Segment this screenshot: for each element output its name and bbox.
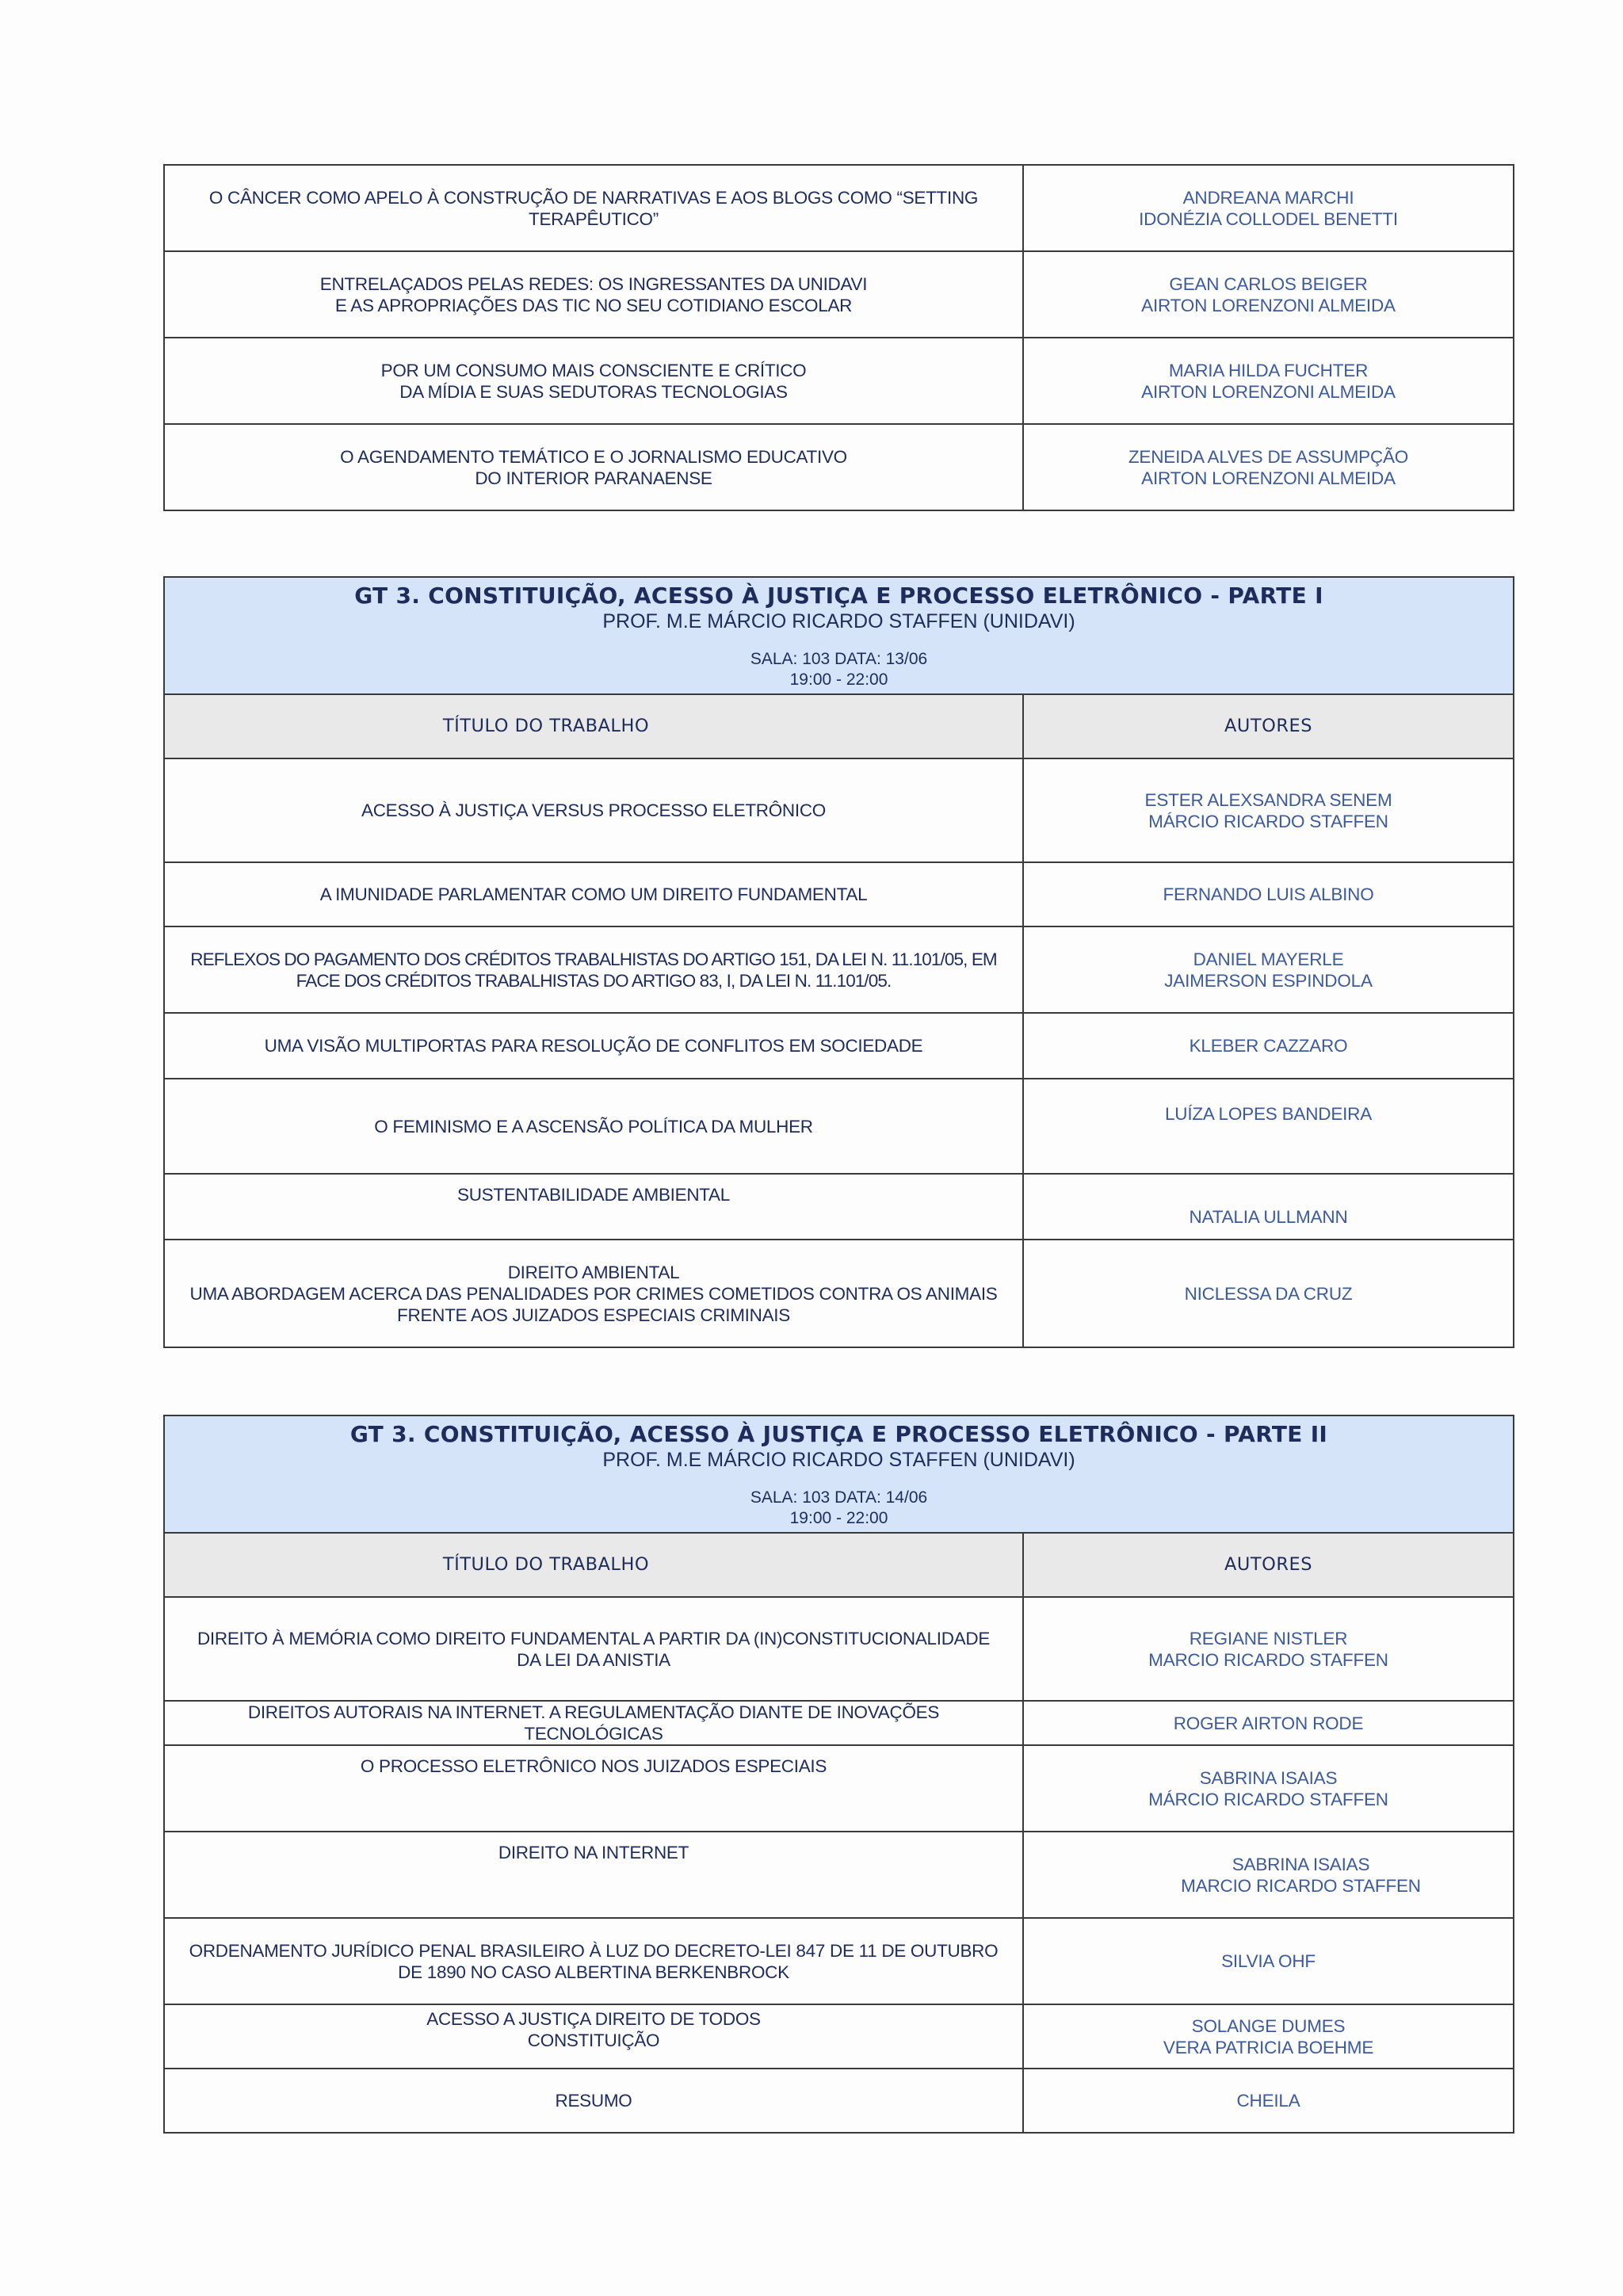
authors-cell: SILVIA OHF — [1023, 1918, 1514, 2004]
session-header — [164, 1415, 1514, 1533]
authors-cell: FERNANDO LUIS ALBINO — [1023, 862, 1514, 926]
column-header-title: TÍTULO DO TRABALHO — [164, 694, 1023, 758]
table-row — [164, 165, 1514, 251]
paper-title-cell: O CÂNCER COMO APELO À CONSTRUÇÃO DE NARRATIVAS E AOS BLOGS COMO “SETTING TERAPÊUTICO” — [164, 165, 1023, 251]
table-row — [164, 1832, 1514, 1918]
column-header-title: TÍTULO DO TRABALHO — [164, 1533, 1023, 1597]
paper-title-cell: POR UM CONSUMO MAIS CONSCIENTE E CRÍTICO DA MÍDIA E SUAS SEDUTORAS TECNOLOGIAS — [164, 338, 1023, 424]
table-row — [164, 1745, 1514, 1832]
paper-title-cell: SUSTENTABILIDADE AMBIENTAL — [164, 1174, 1023, 1240]
session-table-parte-2 — [163, 1415, 1514, 2134]
paper-title-cell: O PROCESSO ELETRÔNICO NOS JUIZADOS ESPECIAIS — [164, 1745, 1023, 1832]
column-header-row — [164, 694, 1514, 758]
paper-title-cell: REFLEXOS DO PAGAMENTO DOS CRÉDITOS TRABALHISTAS DO ARTIGO 151, DA LEI N. 11.101/05, EM FACE DOS CRÉDITOS TRABALHISTAS DO ARTIGO 83, I, DA LEI N. 11.101/05. — [164, 926, 1023, 1013]
paper-title-cell: UMA VISÃO MULTIPORTAS PARA RESOLUÇÃO DE CONFLITOS EM SOCIEDADE — [164, 1013, 1023, 1079]
column-header-authors: AUTORES — [1023, 1533, 1514, 1597]
table-row — [164, 1240, 1514, 1347]
authors-cell: GEAN CARLOS BEIGER AIRTON LORENZONI ALMEIDA — [1023, 251, 1514, 338]
authors-cell: SOLANGE DUMES VERA PATRICIA BOEHME — [1023, 2004, 1514, 2069]
table-row — [164, 1079, 1514, 1174]
column-header-row — [164, 1533, 1514, 1597]
paper-title-cell: DIREITO À MEMÓRIA COMO DIREITO FUNDAMENTAL A PARTIR DA (IN)CONSTITUCIONALIDADE DA LEI DA ANISTIA — [164, 1597, 1023, 1701]
table-row — [164, 1013, 1514, 1079]
authors-cell: SABRINA ISAIAS MÁRCIO RICARDO STAFFEN — [1023, 1745, 1514, 1832]
table-row — [164, 2069, 1514, 2133]
table-row — [164, 758, 1514, 862]
paper-title-cell: A IMUNIDADE PARLAMENTAR COMO UM DIREITO FUNDAMENTAL — [164, 862, 1023, 926]
session-title: GT 3. CONSTITUIÇÃO, ACESSO À JUSTIÇA E PROCESSO ELETRÔNICO - PARTE II — [349, 1421, 1328, 1447]
authors-cell: ANDREANA MARCHI IDONÉZIA COLLODEL BENETTI — [1023, 165, 1514, 251]
continuation-table — [163, 164, 1514, 511]
authors-cell: ESTER ALEXSANDRA SENEM MÁRCIO RICARDO STAFFEN — [1023, 758, 1514, 862]
paper-title-cell: O AGENDAMENTO TEMÁTICO E O JORNALISMO EDUCATIVO DO INTERIOR PARANAENSE — [164, 424, 1023, 510]
table-row — [164, 1701, 1514, 1745]
session-header-cell — [164, 1415, 1514, 1533]
authors-cell: DANIEL MAYERLE JAIMERSON ESPINDOLA — [1023, 926, 1514, 1013]
paper-title-cell: ORDENAMENTO JURÍDICO PENAL BRASILEIRO À LUZ DO DECRETO-LEI 847 DE 11 DE OUTUBRO DE 1890 NO CASO ALBERTINA BERKENBROCK — [164, 1918, 1023, 2004]
table-row — [164, 2004, 1514, 2069]
session-header — [164, 577, 1514, 694]
session-time: 19:00 - 22:00 — [789, 670, 888, 689]
column-header-authors: AUTORES — [1023, 694, 1514, 758]
session-title: GT 3. CONSTITUIÇÃO, ACESSO À JUSTIÇA E PROCESSO ELETRÔNICO - PARTE I — [354, 583, 1323, 609]
table-row — [164, 338, 1514, 424]
table-row — [164, 862, 1514, 926]
session-room-date: SALA: 103 DATA: 13/06 — [750, 650, 928, 668]
paper-title-cell: RESUMO — [164, 2069, 1023, 2133]
table-row — [164, 1597, 1514, 1701]
table-row — [164, 1174, 1514, 1240]
paper-title-cell: ACESSO A JUSTIÇA DIREITO DE TODOS CONSTITUIÇÃO — [164, 2004, 1023, 2069]
authors-cell: MARIA HILDA FUCHTER AIRTON LORENZONI ALMEIDA — [1023, 338, 1514, 424]
authors-cell: ZENEIDA ALVES DE ASSUMPÇÃO AIRTON LORENZONI ALMEIDA — [1023, 424, 1514, 510]
paper-title-cell: DIREITO AMBIENTAL UMA ABORDAGEM ACERCA DAS PENALIDADES POR CRIMES COMETIDOS CONTRA OS ANIMAIS FRENTE AOS JUIZADOS ESPECIAIS CRIMINAIS — [164, 1240, 1023, 1347]
table-row — [164, 424, 1514, 510]
session-table-parte-1 — [163, 576, 1514, 1348]
table-row — [164, 1918, 1514, 2004]
session-coordinator: PROF. M.E MÁRCIO RICARDO STAFFEN (UNIDAVI) — [602, 1449, 1075, 1471]
authors-cell: KLEBER CAZZARO — [1023, 1013, 1514, 1079]
paper-title-cell: ENTRELAÇADOS PELAS REDES: OS INGRESSANTES DA UNIDAVI E AS APROPRIAÇÕES DAS TIC NO SEU COTIDIANO ESCOLAR — [164, 251, 1023, 338]
authors-cell: LUÍZA LOPES BANDEIRA — [1023, 1079, 1514, 1174]
table-row — [164, 926, 1514, 1013]
authors-cell: SABRINA ISAIAS MARCIO RICARDO STAFFEN — [1023, 1832, 1514, 1918]
authors-cell: NATALIA ULLMANN — [1023, 1174, 1514, 1240]
authors-cell: NICLESSA DA CRUZ — [1023, 1240, 1514, 1347]
session-time: 19:00 - 22:00 — [789, 1509, 888, 1527]
paper-title-cell: DIREITOS AUTORAIS NA INTERNET. A REGULAMENTAÇÃO DIANTE DE INOVAÇÕES TECNOLÓGICAS — [164, 1701, 1023, 1745]
authors-cell: REGIANE NISTLER MARCIO RICARDO STAFFEN — [1023, 1597, 1514, 1701]
paper-title-cell: DIREITO NA INTERNET — [164, 1832, 1023, 1918]
paper-title-cell: O FEMINISMO E A ASCENSÃO POLÍTICA DA MULHER — [164, 1079, 1023, 1174]
session-header-cell — [164, 577, 1514, 694]
paper-title-cell: ACESSO À JUSTIÇA VERSUS PROCESSO ELETRÔNICO — [164, 758, 1023, 862]
session-coordinator: PROF. M.E MÁRCIO RICARDO STAFFEN (UNIDAVI) — [602, 610, 1075, 632]
authors-cell: ROGER AIRTON RODE — [1023, 1701, 1514, 1745]
authors-cell: CHEILA — [1023, 2069, 1514, 2133]
table-row — [164, 251, 1514, 338]
session-room-date: SALA: 103 DATA: 14/06 — [750, 1488, 928, 1507]
